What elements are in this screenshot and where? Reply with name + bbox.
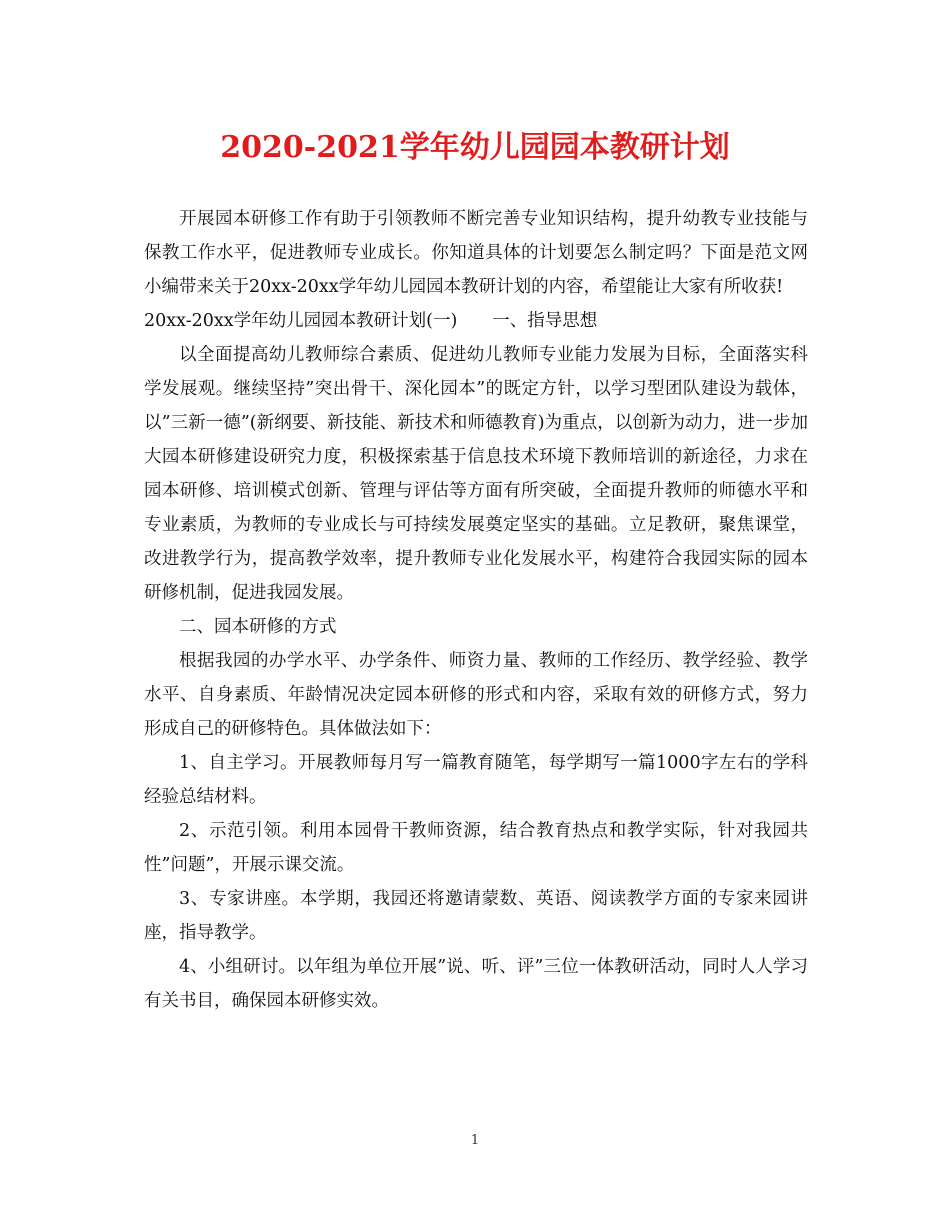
document-body: [144, 202, 808, 1018]
list-item-demonstration: 2、示范引领。利用本园骨干教师资源，结合教育热点和教学实际，针对我园共性”问题”，开展示课交流。: [144, 821, 808, 875]
section-heading-plan-one: 20xx-20xx学年幼儿园园本教研计划(一) 一、指导思想: [144, 311, 598, 331]
list-item-self-study: 1、自主学习。开展教师每月写一篇教育随笔，每学期写一篇1000字左右的学科经验总结材料。: [144, 753, 808, 807]
list-item-expert-lecture: 3、专家讲座。本学期，我园还将邀请蒙数、英语、阅读教学方面的专家来园讲座，指导教学。: [144, 889, 808, 943]
page-number: 1: [470, 1133, 480, 1148]
list-item-group-discussion: 4、小组研讨。以年组为单位开展”说、听、评”三位一体教研活动，同时人人学习有关书目，确保园本研修实效。: [144, 957, 808, 1011]
methods-paragraph: 根据我园的办学水平、办学条件、师资力量、教师的工作经历、教学经验、教学水平、自身素质、年龄情况决定园本研修的形式和内容，采取有效的研修方式，努力形成自己的研修特色。具体做法如下：: [144, 651, 808, 739]
section-heading-methods: 二、园本研修的方式: [179, 617, 337, 637]
document-title: 2020-2021学年幼儿园园本教研计划: [220, 130, 730, 165]
guiding-thought-paragraph: 以全面提高幼儿教师综合素质、促进幼儿教师专业能力发展为目标，全面落实科学发展观。继续坚持”突出骨干、深化园本”的既定方针，以学习型团队建设为载体，以”三新一德”(新纲要、新技能、新技术和师德教育)为重点，以创新为动力，进一步加大园本研修建设研究力度，积极探索基于信息技术环境下教师培训的新途径，力求在园本研修、培训模式创新、管理与评估等方面有所突破，全面提升教师的师德水平和专业素质，为教师的专业成长与可持续发展奠定坚实的基础。立足教研，聚焦课堂，改进教学行为，提高教学效率，提升教师专业化发展水平，构建符合我园实际的园本研修机制，促进我园发展。: [144, 345, 808, 603]
intro-paragraph: 开展园本研修工作有助于引领教师不断完善专业知识结构，提升幼教专业技能与保教工作水平，促进教师专业成长。你知道具体的计划要怎么制定吗？下面是范文网小编带来关于20xx-20xx学年幼儿园园本教研计划的内容，希望能让大家有所收获!: [144, 209, 808, 297]
